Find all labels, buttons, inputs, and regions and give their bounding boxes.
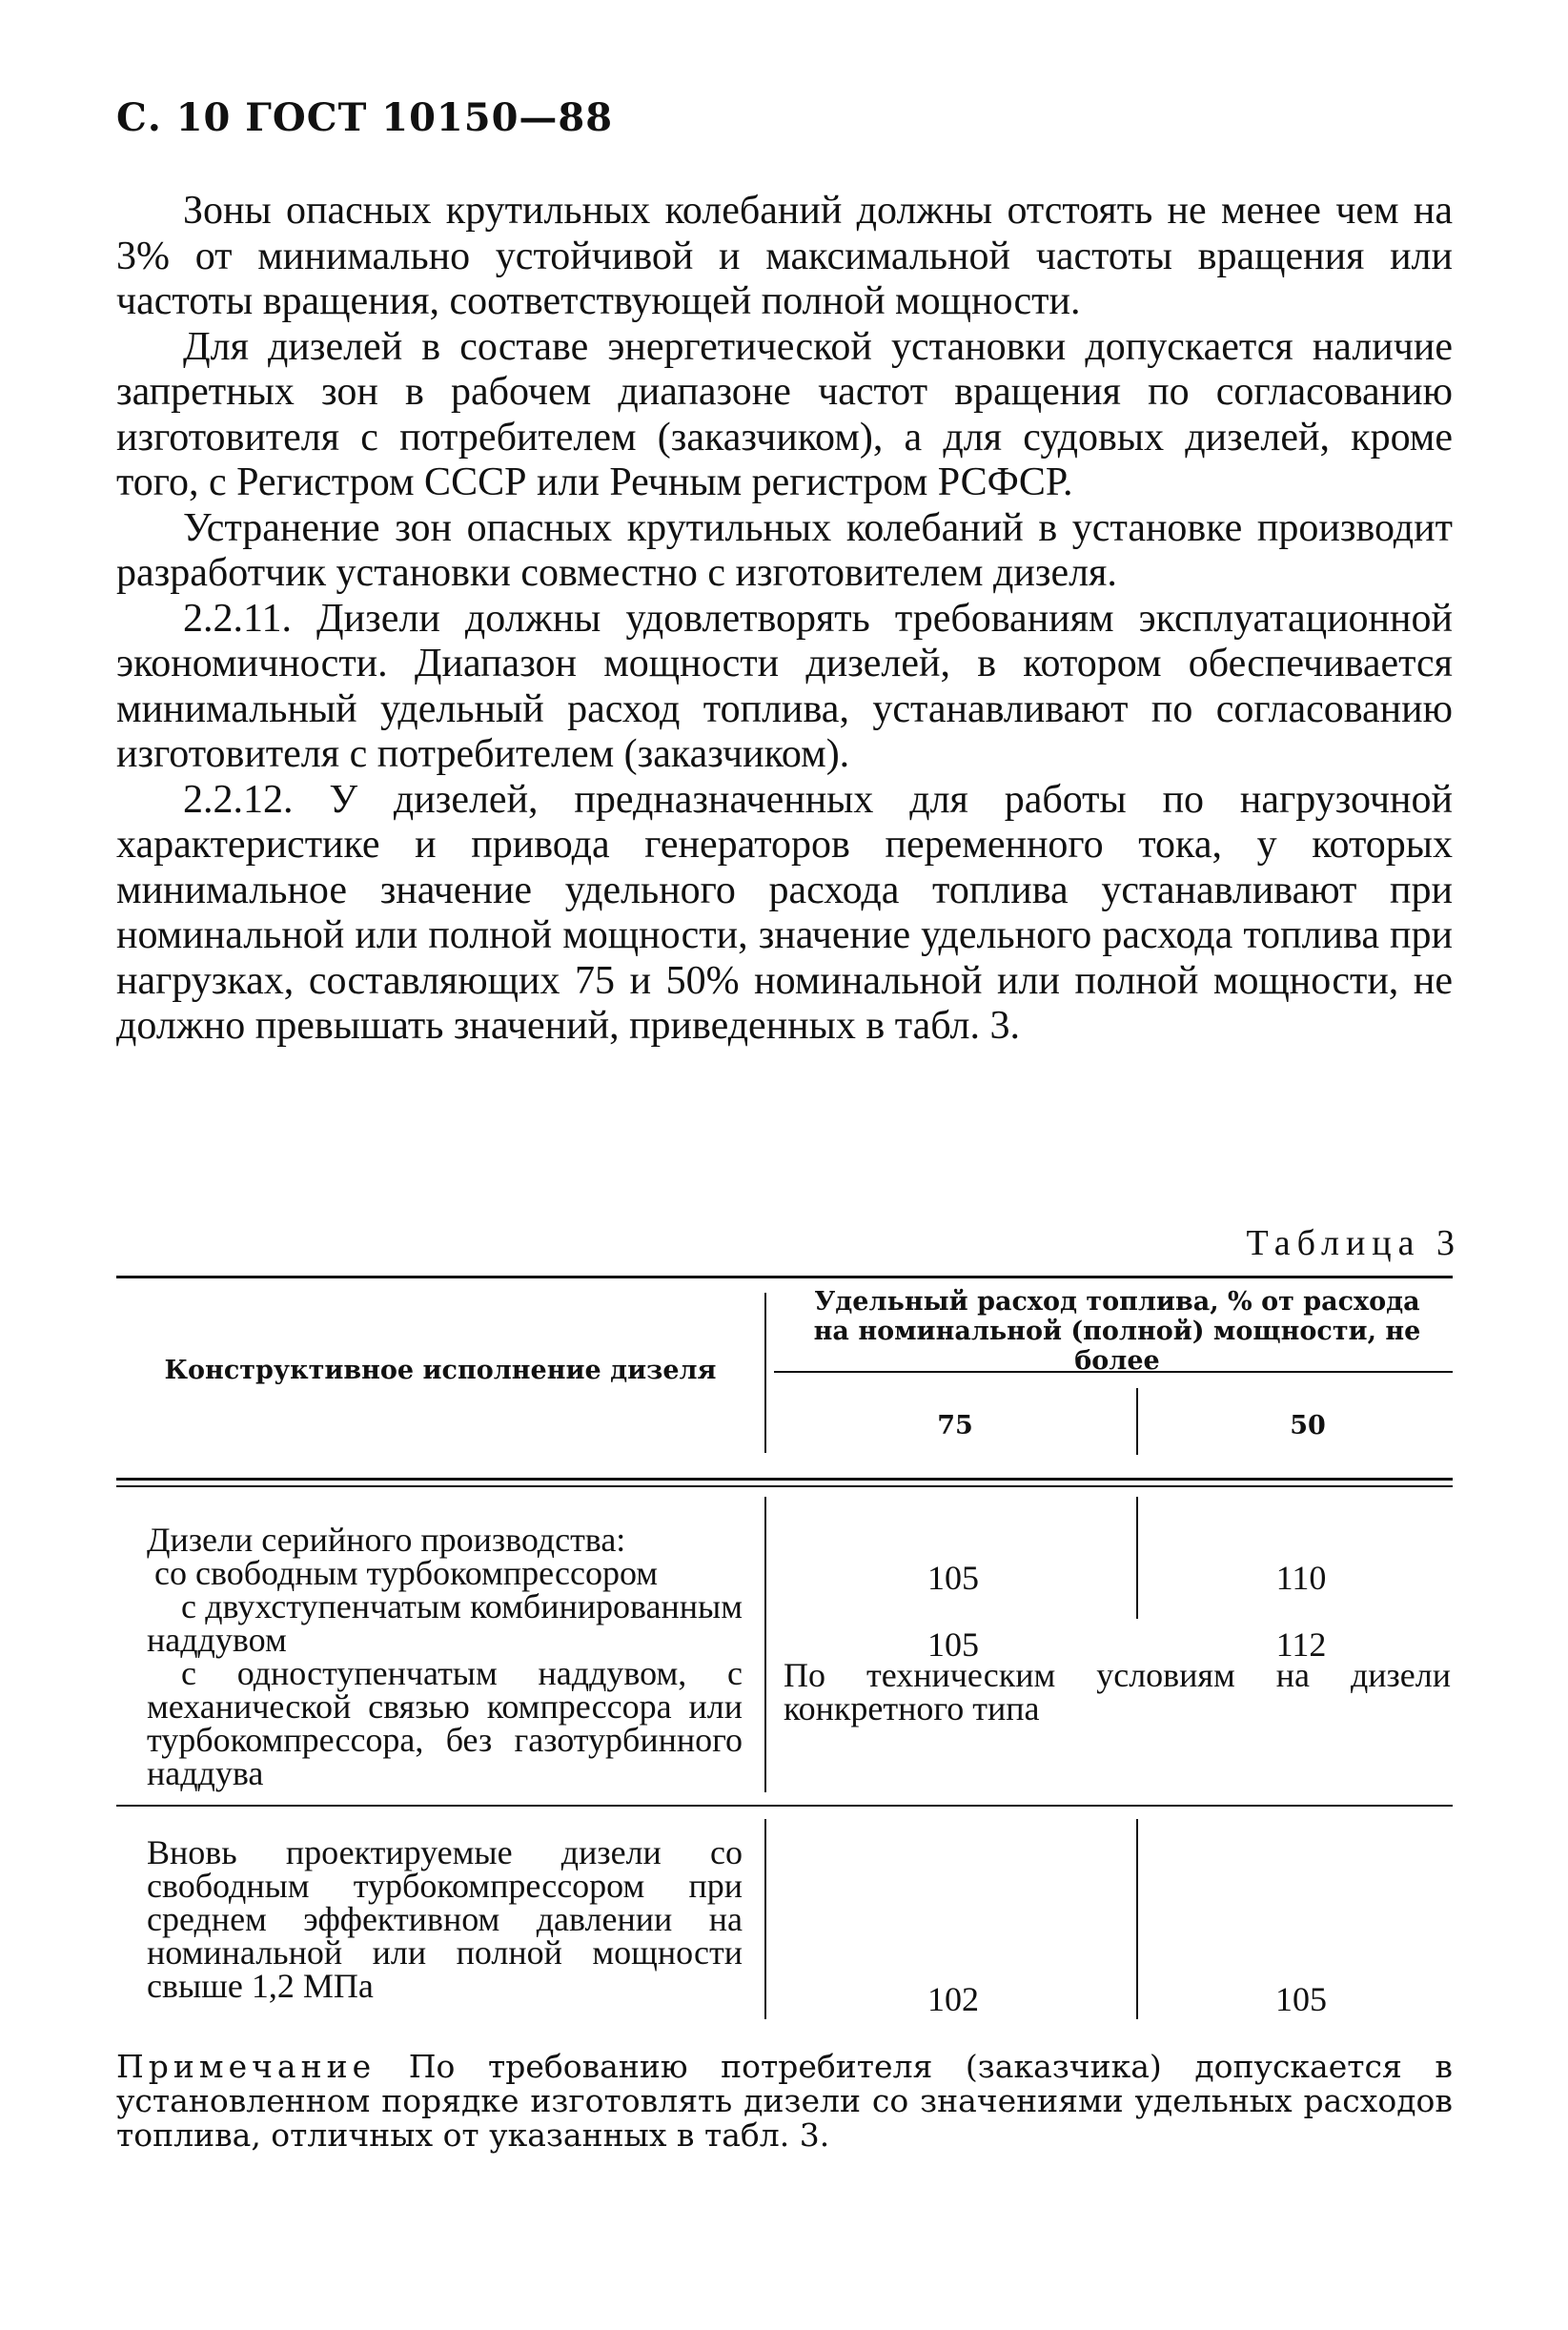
table-3 xyxy=(116,1276,1453,2027)
row1-label xyxy=(147,1523,743,1790)
column-rule xyxy=(1136,1819,1138,2019)
row1-item2-75: 105 xyxy=(927,1625,979,1664)
column-rule xyxy=(764,1497,766,1792)
row1-item1-50: 110 xyxy=(1275,1559,1327,1597)
row1-item3-value: По техническим условиям на дизели конкретного типа xyxy=(784,1656,1451,1727)
paragraph: Зоны опасных крутильных колебаний должны отстоять не менее чем на 3% от минимально устойчивой и максимальной частоты вращения или частоты вращения, соответствующей полной мощности. xyxy=(116,189,1453,323)
column-rule xyxy=(764,1293,766,1453)
header-bottom-rule xyxy=(116,1478,1453,1481)
body-text xyxy=(116,189,1453,1050)
row1-item2-50: 112 xyxy=(1275,1625,1327,1664)
row1-title: Дизели серийного производства: xyxy=(147,1521,626,1559)
row-separator xyxy=(116,1805,1453,1807)
col-header-75: 75 xyxy=(937,1411,973,1441)
note-label: Примечание xyxy=(116,2048,377,2085)
col-header-50: 50 xyxy=(1290,1411,1326,1441)
column-rule xyxy=(764,1819,766,2019)
row2-50: 105 xyxy=(1275,1980,1327,2018)
row2-label: Вновь проектируемые дизели со свободным турбокомпрессором при среднем эффективном давлении на номинальной или полной мощности свыше 1,2 МПа xyxy=(147,1833,743,2005)
row1-item3: с одноступенчатым наддувом, с механической связью компрессора или турбокомпрессора, без газотурбинного наддува xyxy=(147,1654,743,1792)
paragraph: Для дизелей в составе энергетической установки допускается наличие запретных зон в рабочем диапазоне частот вращения по согласованию изготовителя с потребителем (заказчиком), а для судовых дизелей, кроме того, с Регистром СССР или Речным регистром РСФСР. xyxy=(116,324,1453,504)
table-note xyxy=(116,2050,1453,2153)
col-header-design: Конструктивное исполнение дизеля xyxy=(164,1356,717,1385)
header-bottom-rule-double xyxy=(116,1485,1453,1487)
row1-item2: с двухступенчатым комбинированным наддувом xyxy=(147,1587,743,1659)
note-text: По требованию потребителя (заказчика) допускается в установленном порядке изготовлять дизели со значениями удельных расходов топлива, отличных от указанных в табл. 3. xyxy=(116,2048,1453,2154)
row2-75: 102 xyxy=(927,1980,979,2018)
row1-item1-75: 105 xyxy=(927,1559,979,1597)
table-top-rule xyxy=(116,1276,1453,1278)
paragraph: 2.2.12. У дизелей, предназначенных для работы по нагрузочной характеристике и привода генераторов переменного тока, у которых минимальное значение удельного расхода топлива устанавливают при номинальной или полной мощности, значение удельного расхода топлива при нагрузках, составляющих 75 и 50% номинальной или полной мощности, не должно превышать значений, приведенных в табл. 3. xyxy=(116,777,1453,1048)
paragraph: 2.2.11. Дизели должны удовлетворять требованиям эксплуатационной экономичности. Диапазон мощности дизелей, в котором обеспечивается минимальный удельный расход топлива, устанавливают по согласованию изготовителя с потребителем (заказчиком). xyxy=(116,596,1453,776)
table-caption: Таблица 3 xyxy=(1246,1223,1461,1263)
paragraph: Устранение зон опасных крутильных колебаний в установке производит разработчик установки совместно с изготовителем дизеля. xyxy=(116,505,1453,595)
col-header-group: Удельный расход топлива, % от расхода на номинальной (полной) мощности, не более xyxy=(813,1287,1421,1376)
page-header: С. 10 ГОСТ 10150—88 xyxy=(116,95,614,140)
column-rule xyxy=(1136,1388,1138,1455)
column-rule xyxy=(1136,1497,1138,1619)
row1-item1: со свободным турбокомпрессором xyxy=(154,1554,659,1592)
